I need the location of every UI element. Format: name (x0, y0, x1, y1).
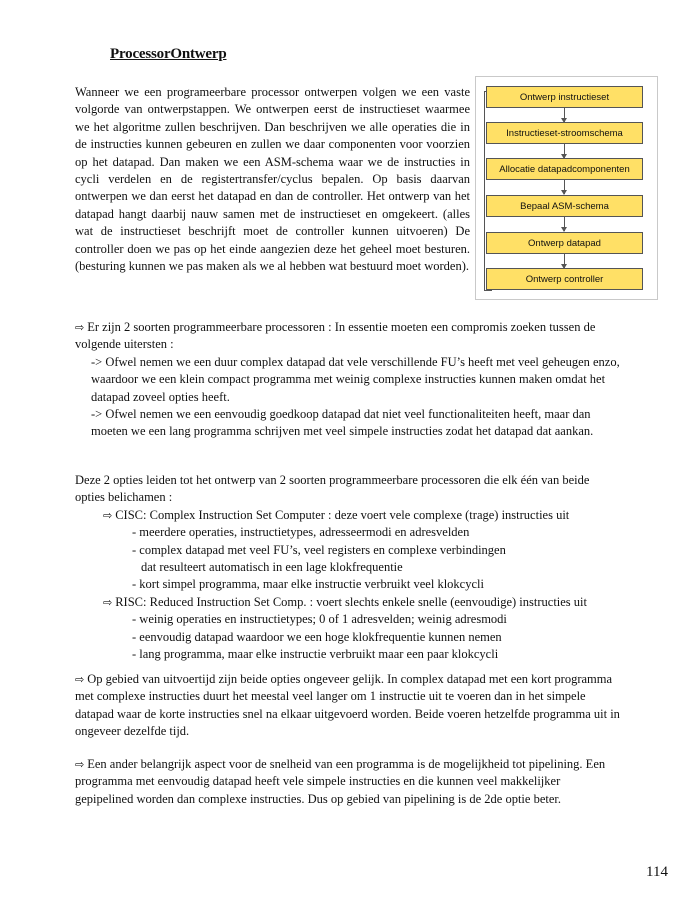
section-pipelining (75, 756, 620, 808)
risc-item: - eenvoudig datapad waardoor we een hoge klokfrequentie kunnen nemen (132, 629, 502, 644)
risc-heading-text: RISC: Reduced Instruction Set Comp. : voert slechts enkele snelle (eenvoudige) instructies uit (115, 594, 587, 609)
section-cisc-risc (75, 472, 620, 663)
cisc-item: - kort simpel programma, maar elke instructie verbruikt veel klokcycli (132, 577, 484, 592)
section-pipelining-text: Een ander belangrijk aspect voor de snelheid van een programma is de mogelijkheid tot pipelining. Een programma met eenvoudig datapad heeft vele simpele instructies en die kunnen veel makkelijker gepipelined worden dan complexe instructies. Dus op gebied van pipelining is de 2de optie beter. (75, 757, 606, 806)
risc-heading (75, 594, 620, 611)
hollow-arrow-icon: ⇨ (75, 321, 85, 334)
cisc-item: - meerdere operaties, instructietypes, adresseermodi en adresvelden (132, 525, 470, 540)
section-lead-text: Er zijn 2 soorten programmeerbare processoren : In essentie moeten een compromis zoeken tussen de volgende uitersten : (75, 320, 596, 352)
hollow-arrow-icon: ⇨ (103, 508, 113, 522)
risc-item: - lang programma, maar elke instructie verbruikt maar een paar klokcycli (132, 647, 499, 662)
option-simple: -> Ofwel nemen we een eenvoudig goedkoop datapad dat niet veel functionaliteiten heeft, maar dan moeten we een lang programma schrijven met veel simpele instructies zodat het datapad dat aankan. (91, 407, 594, 439)
flow-arrow-icon (564, 254, 565, 268)
flow-step-2: Instructieset-stroomschema (486, 122, 643, 144)
flow-step-4: Bepaal ASM-schema (486, 195, 643, 217)
section-processor-types (75, 319, 620, 441)
section-lead: Deze 2 opties leiden tot het ontwerp van 2 soorten programmeerbare processoren die elk één van beide opties belichamen : (75, 473, 590, 505)
cisc-heading-text: CISC: Complex Instruction Set Computer : deze voert vele complexe (trage) instructies uit (115, 507, 570, 522)
feedback-bottom-tick (484, 290, 492, 291)
feedback-line (484, 91, 485, 291)
cisc-item: - complex datapad met veel FU’s, veel registers en complexe verbindingen (132, 542, 506, 557)
flow-arrow-icon (564, 108, 565, 122)
option-complex: -> Ofwel nemen we een duur complex datapad dat vele verschillende FU’s heeft met veel geheugen enzo, waardoor we een klein compact programma met weinig complexe instructies kunnen maken omdat het datapad zoveel opties heeft. (91, 354, 620, 404)
cisc-heading (75, 507, 620, 524)
hollow-arrow-icon: ⇨ (75, 758, 85, 771)
page-title: ProcessorOntwerp (110, 46, 227, 62)
section-execution-time-text: Op gebied van uitvoertijd zijn beide opties ongeveer gelijk. In complex datapad met een kort programma met complexe instructies duurt het meestal veel langer om 1 instructie uit te voeren dan in het simpele datapad waar de korte instructies snel na elkaar uitgevoerd worden. Beide voeren hetzelfde programma uit in ongeveer dezelfde tijd. (75, 672, 620, 739)
page-number: 114 (646, 864, 668, 880)
cisc-item: dat resulteert automatisch in een lage klokfrequentie (141, 560, 403, 575)
flow-step-3: Allocatie datapadcomponenten (486, 158, 643, 180)
flow-arrow-icon (564, 180, 565, 194)
hollow-arrow-icon: ⇨ (75, 673, 85, 686)
flow-step-5: Ontwerp datapad (486, 232, 643, 254)
risc-item: - weinig operaties en instructietypes; 0 of 1 adresvelden; weinig adresmodi (132, 612, 507, 627)
design-flow-diagram (475, 76, 658, 300)
flow-arrow-icon (564, 217, 565, 231)
intro-paragraph: Wanneer we een programeerbare processor ontwerpen volgen we een vaste volgorde van ontwerpstappen. We ontwerpen eerst de instructieset waarmee we het algoritme zullen beschrijven. Dan beschrijven we alle operaties die in de instructies kunnen gebeuren en zullen we daar componenten voor voorzien op het datapad. Dan maken we een ASM-schema waar we de instructies in cycli verdelen en de registertransfer/cyclus bepalen. Op basis daarvan ontwerpen we dan eerst het datapad en dan de controller. Het ontwerp van het datapad hangt daarbij nauw samen met de instructieset en omgekeert. (alles wat de instructieset beschrijft moet de controller kunnen uitvoeren) De controller doen we pas op het einde aangezien deze het geheel moet besturen. (besturing kunnen we pas maken als we al hebben wat bestuurd moet worden). (75, 85, 470, 274)
hollow-arrow-icon: ⇨ (103, 595, 113, 609)
flow-step-1: Ontwerp instructieset (486, 86, 643, 108)
section-execution-time (75, 671, 620, 741)
section-lead (75, 319, 620, 354)
flow-step-6: Ontwerp controller (486, 268, 643, 290)
flow-arrow-icon (564, 144, 565, 158)
